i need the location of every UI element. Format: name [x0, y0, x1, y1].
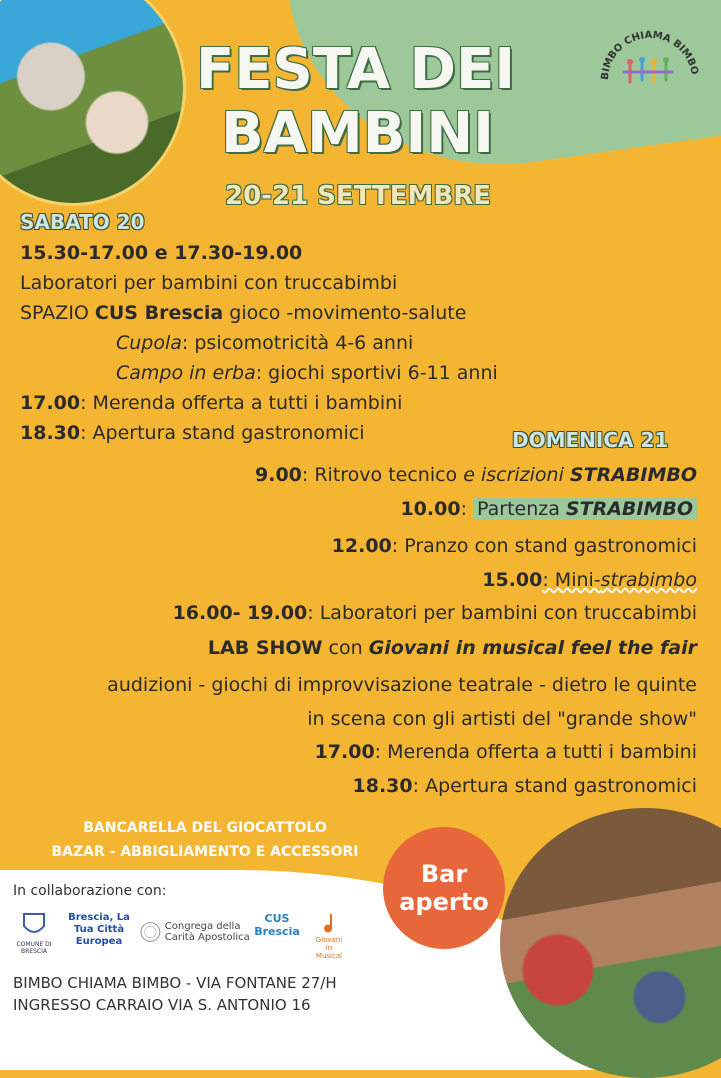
- children-drawing-photo: [0, 0, 186, 206]
- musical-note-icon: [320, 912, 338, 934]
- sunday-ritrovo: 9.00: Ritrovo tecnico e iscrizioni STRABIMBO: [255, 464, 697, 486]
- saturday-laboratori: Laboratori per bambini con truccabimbi: [20, 272, 398, 294]
- saturday-campo: Campo in erba: giochi sportivi 6-11 anni: [116, 362, 498, 384]
- address-line-1: BIMBO CHIAMA BIMBO - VIA FONTANE 27/H: [13, 974, 337, 992]
- bancarella-line-2: BAZAR - ABBIGLIAMENTO E ACCESSORI: [51, 844, 359, 860]
- sunday-pranzo: 12.00: Pranzo con stand gastronomici: [331, 535, 697, 557]
- sunday-stand: 18.30: Apertura stand gastronomici: [352, 775, 697, 797]
- collab-label: In collaborazione con:: [13, 883, 167, 899]
- congrega-seal-icon: [140, 912, 161, 952]
- sunday-merenda: 17.00: Merenda offerta a tutti i bambini: [314, 741, 697, 763]
- bancarella-text: [40, 816, 370, 864]
- giovani-in-musical-logo: Giovani in Musical: [312, 912, 346, 960]
- brescia-europea-logo: Brescia, La Tua Città Europea: [68, 912, 130, 947]
- saturday-heading: SABATO 20: [20, 210, 145, 234]
- cus-brescia-logo: CUS Brescia: [254, 912, 300, 938]
- bar-aperto-badge: [383, 827, 505, 949]
- sunday-heading: DOMENICA 21: [512, 428, 669, 452]
- saturday-stand: 18.30: Apertura stand gastronomici: [20, 422, 365, 444]
- bar-label: Bar: [420, 860, 468, 888]
- logo-figures-icon: [600, 28, 700, 98]
- congrega-logo: Congrega della Carità Apostolica: [140, 912, 250, 952]
- title-line-1: FESTA DEI: [196, 37, 516, 102]
- sunday-in-scena: in scena con gli artisti del "grande show": [307, 708, 697, 730]
- sunday-mini-strabimbo: 15.00: Mini-strabimbo: [482, 569, 697, 591]
- saturday-cupola: Cupola: psicomotricità 4-6 anni: [116, 332, 414, 354]
- saturday-spazio-cus: SPAZIO CUS Brescia gioco -movimento-salute: [20, 302, 467, 324]
- saturday-merenda: 17.00: Merenda offerta a tutti i bambini: [20, 392, 403, 414]
- event-dates: 20-21 SETTEMBRE: [225, 181, 491, 211]
- bancarella-line-1: BANCARELLA DEL GIOCATTOLO: [83, 820, 327, 836]
- sunday-laboratori: 16.00- 19.00: Laboratori per bambini con truccabimbi: [172, 602, 697, 624]
- title-line-2: BAMBINI: [221, 101, 494, 166]
- sunday-partenza: 10.00: Partenza STRABIMBO: [400, 494, 697, 524]
- saturday-time-range: 15.30-17.00 e 17.30-19.00: [20, 242, 303, 264]
- address-line-2: INGRESSO CARRAIO VIA S. ANTONIO 16: [13, 996, 311, 1014]
- comune-brescia-logo: COMUNE DI BRESCIA: [14, 912, 54, 955]
- sunday-lab-show: LAB SHOW con Giovani in musical feel the fair: [207, 637, 697, 659]
- logo-text: BIMBO CHIAMA BIMBO: [600, 29, 700, 81]
- aperto-label: aperto: [399, 888, 489, 916]
- city-crest-icon: [22, 912, 46, 938]
- bimbo-chiama-bimbo-logo: [600, 28, 700, 98]
- sunday-audizioni: audizioni - giochi di improvvisazione teatrale - dietro le quinte: [107, 674, 697, 696]
